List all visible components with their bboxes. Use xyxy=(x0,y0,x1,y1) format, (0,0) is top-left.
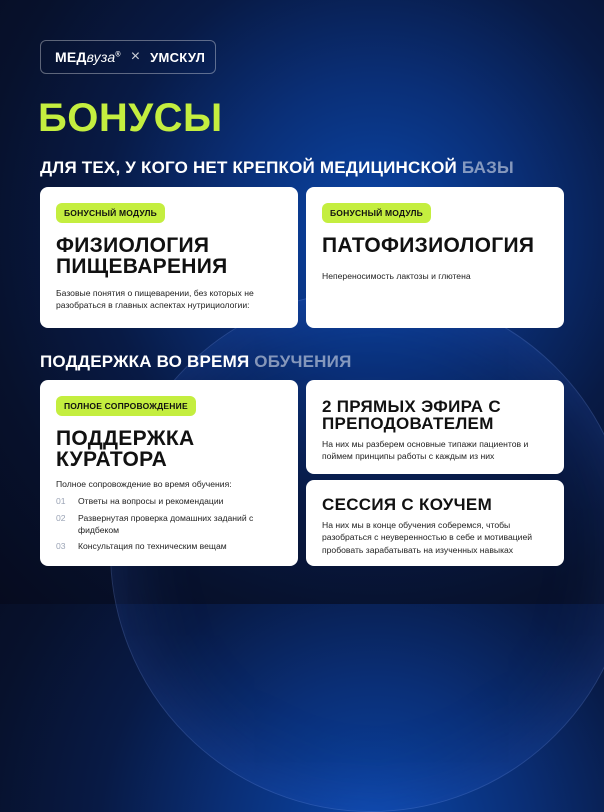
card-title: ПОДДЕРЖКА КУРАТОРА xyxy=(56,427,195,471)
card-title: 2 ПРЯМЫХ ЭФИРА С ПРЕПОДОВАТЕЛЕМ xyxy=(322,397,501,433)
card-title: ПАТОФИЗИОЛОГИЯ xyxy=(322,234,535,257)
section-title: ПОДДЕРЖКА ВО ВРЕМЯ ОБУЧЕНИЯ xyxy=(40,352,352,371)
bonus-module-badge: БОНУСНЫЙ МОДУЛЬ xyxy=(56,203,165,223)
umskul-logo: УМСКУЛ xyxy=(150,49,206,65)
list-item: 02 Развернутая проверка домашних заданий с фидбеком xyxy=(56,513,254,535)
list-item: 01 Ответы на вопросы и рекомендации xyxy=(56,496,224,507)
separator-icon: × xyxy=(130,48,141,65)
card-description: На них мы разберем основные типажи пациентов и поймем принципы работы с каждым из них xyxy=(322,439,529,462)
list-item: 03 Консультация по техническим вещам xyxy=(56,541,227,552)
support-list xyxy=(56,496,282,552)
brand-logos xyxy=(40,40,216,74)
medvuza-logo: МЕДвуза® xyxy=(55,49,121,65)
curator-card xyxy=(40,380,298,566)
page-subtitle: ДЛЯ ТЕХ, У КОГО НЕТ КРЕПКОЙ МЕДИЦИНСКОЙ БАЗЫ xyxy=(40,158,514,177)
coach-session-card xyxy=(306,480,564,566)
bonus-module-badge: БОНУСНЫЙ МОДУЛЬ xyxy=(322,203,431,223)
pathophysiology-card xyxy=(306,187,564,328)
live-streams-card xyxy=(306,380,564,474)
physiology-card xyxy=(40,187,298,328)
full-support-badge: ПОЛНОЕ СОПРОВОЖДЕНИЕ xyxy=(56,396,196,416)
card-description: Базовые понятия о пищеварении, без которых не разобраться в главных аспектах нутрициологии: xyxy=(56,288,254,311)
card-description: На них мы в конце обучения соберемся, чтобы разобраться с неуверенностью в себе и мотивацией пробовать зарабатывать на изученных навыках xyxy=(322,520,533,555)
card-title: ФИЗИОЛОГИЯ ПИЩЕВАРЕНИЯ xyxy=(56,234,228,278)
page-title: БОНУСЫ xyxy=(38,96,223,140)
card-description: Непереносимость лактозы и глютена xyxy=(322,271,471,281)
card-description: Полное сопровождение во время обучения: xyxy=(56,479,232,489)
card-title: СЕССИЯ С КОУЧЕМ xyxy=(322,495,493,514)
